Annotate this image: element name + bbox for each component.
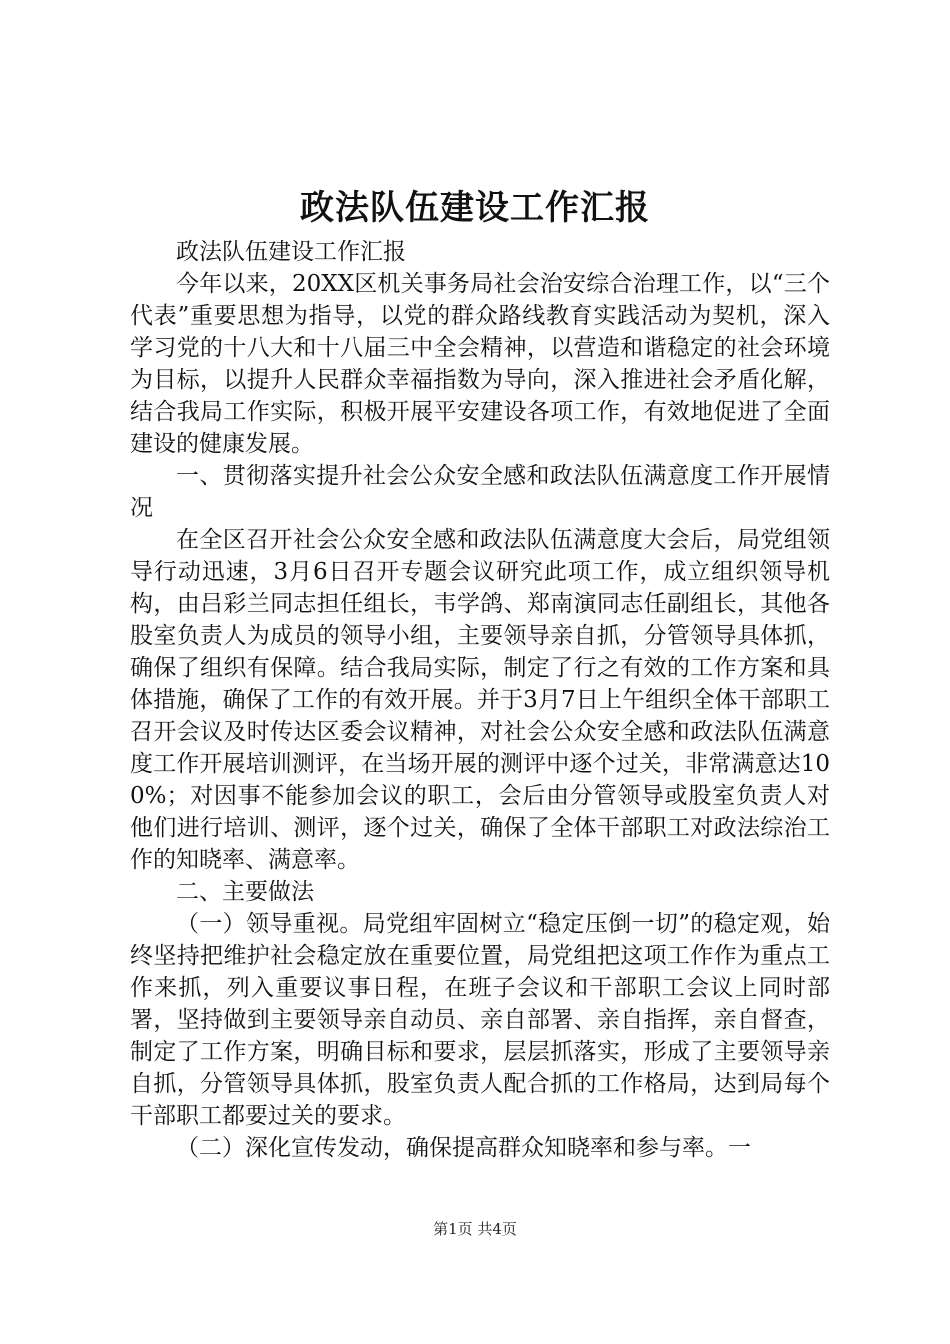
body-paragraph-publicity: （二）深化宣传发动，确保提高群众知晓率和参与率。一	[176, 1135, 751, 1161]
body-paragraph-section-1: 在全区召开社会公众安全感和政法队伍满意度大会后，局党组领导行动迅速，3月6日召开专题会议研究此项工作，成立组织领导机构，由吕彩兰同志担任组长，韦学鸽、郑南演同志任副组长，其他各股室负责人为成员的领导小组，主要领导亲自抓，分管领导具体抓，确保了组织有保障。结合我局实际，制定了行之有效的工作方案和具体措施，确保了工作的有效开展。并于3月7日上午组织全体干部职工召开会议及时传达区委会议精神，对社会公众安全感和政法队伍满意度工作开展培训测评，在当场开展的测评中逐个过关，非常满意达100%；对因事不能参加会议的职工，会后由分管领导或股室负责人对他们进行培训、测评，逐个过关，确保了全体干部职工对政法综治工作的知晓率、满意率。	[130, 527, 830, 873]
section-heading-2: 二、主要做法	[176, 879, 314, 905]
body-paragraph-leadership: （一）领导重视。局党组牢固树立“稳定压倒一切”的稳定观，始终坚持把维护社会稳定放在重要位置，局党组把这项工作作为重点工作来抓，列入重要议事日程，在班子会议和干部职工会议上同时部署，坚持做到主要领导亲自动员、亲自部署、亲自指挥，亲自督查，制定了工作方案，明确目标和要求，层层抓落实，形成了主要领导亲自抓，分管领导具体抓，股室负责人配合抓的工作格局，达到局每个干部职工都要过关的要求。	[130, 911, 830, 1129]
page-footer: 第1页 共4页	[433, 1220, 517, 1238]
body-paragraph-intro: 今年以来，20XX区机关事务局社会治安综合治理工作，以“三个代表”重要思想为指导，以党的群众路线教育实践活动为契机，深入学习党的十八大和十八届三中全会精神，以营造和谐稳定的社会环境为目标，以提升人民群众幸福指数为导向，深入推进社会矛盾化解，结合我局工作实际，积极开展平安建设各项工作，有效地促进了全面建设的健康发展。	[130, 271, 830, 457]
body-paragraph-heading: 政法队伍建设工作汇报	[176, 239, 406, 265]
document-title: 政法队伍建设工作汇报	[300, 188, 650, 228]
section-heading-1: 一、贯彻落实提升社会公众安全感和政法队伍满意度工作开展情况	[130, 463, 830, 521]
document-body	[130, 236, 830, 1164]
